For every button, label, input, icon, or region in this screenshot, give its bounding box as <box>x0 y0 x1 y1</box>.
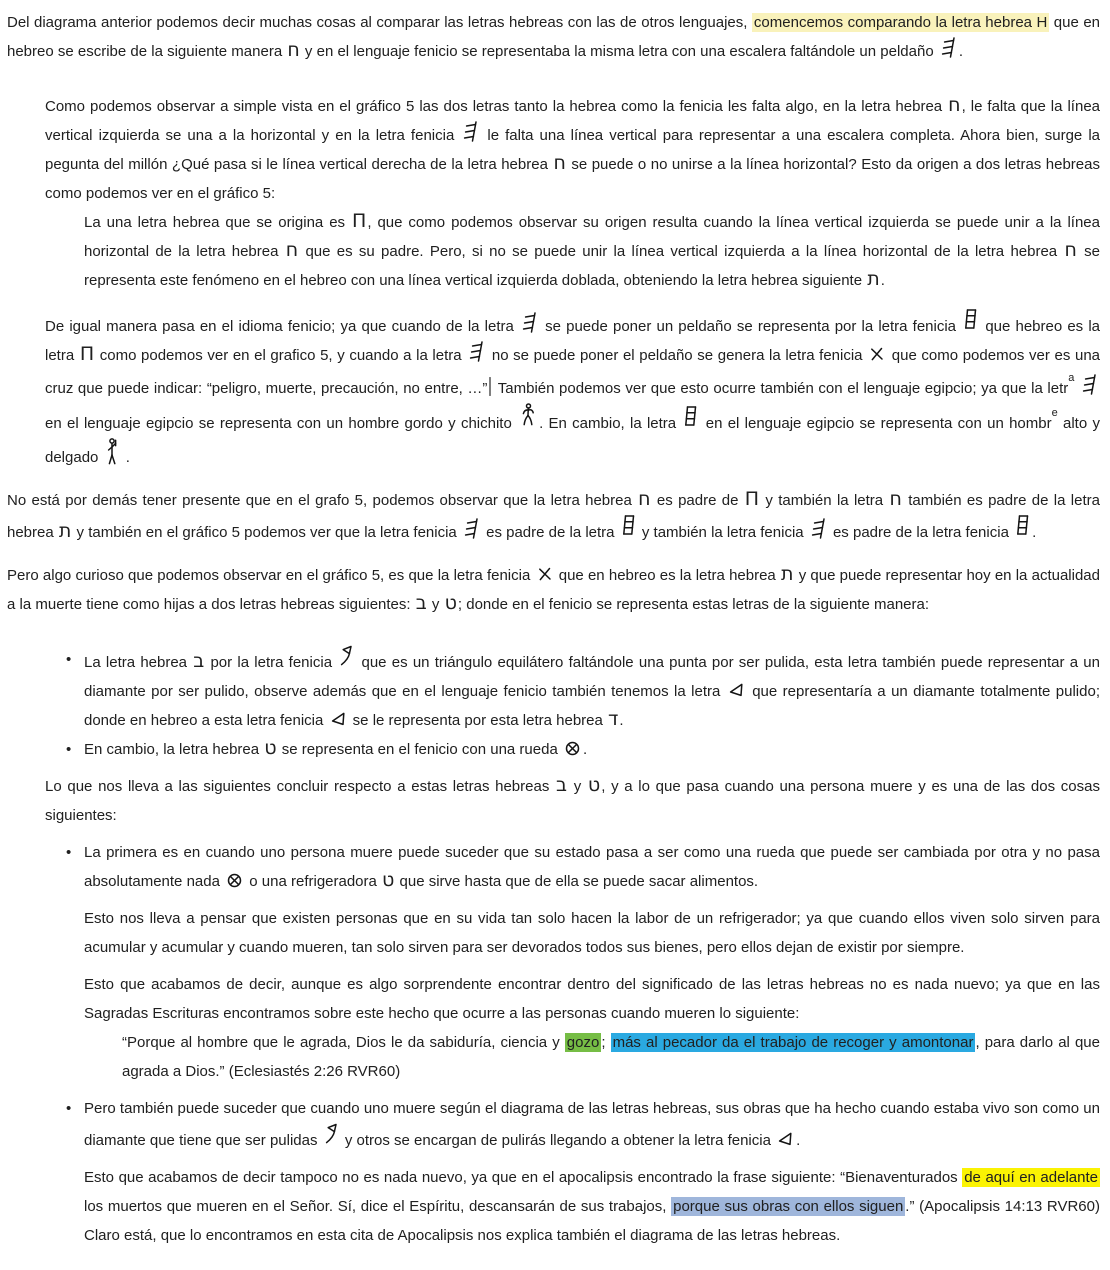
text-run: como podemos ver en el grafico 5, y cuando a la letra <box>95 347 467 364</box>
text-run: También podemos ver que esto ocurre también con el lenguaje egipcio; ya que la letr <box>493 380 1069 397</box>
text-run: los muertos que mueren en el Señor. Sí, dice el Espíritu, descansarán de sus trabajos, <box>84 1198 672 1215</box>
paragraph-cita-eclesiastes <box>122 1028 1100 1086</box>
phoenician-he-icon <box>464 518 479 539</box>
text-run: que sirve hasta que de ella se puede sacar alimentos. <box>395 873 759 890</box>
paragraph-sagradas-escrituras <box>84 970 1100 1028</box>
text-run: alto y delgado <box>45 415 1100 466</box>
phoenician-bet-icon <box>325 1123 338 1144</box>
text-run: y otros se encargan de pulirás llegando a obtener la letra fenicia <box>340 1132 776 1149</box>
paragraph-cita-apocalipsis <box>84 1163 1100 1250</box>
text-run: De igual manera pasa en el idioma fenicio; ya que cuando de la letra <box>45 318 519 335</box>
text-run: y también la letra fenicia <box>637 524 808 541</box>
hebrew-letter: ט <box>444 592 457 614</box>
text-run: Pero algo curioso que podemos observar en el gráfico 5, es que la letra fenicia <box>7 567 535 584</box>
hebrew-letter: Π <box>352 210 367 232</box>
phoenician-he-icon <box>469 341 484 362</box>
text-run: en el lenguaje egipcio se representa con un hombr <box>700 415 1052 432</box>
text-run: . <box>619 712 624 729</box>
paragraph-intro-comparacion <box>7 8 1100 66</box>
highlighted-text: porque sus obras con ellos siguen <box>673 1198 904 1215</box>
paragraph-grafo5-padres <box>7 486 1100 547</box>
text-run <box>1074 380 1079 397</box>
text-run: es padre de la letra <box>481 524 619 541</box>
text-run: , y a lo que pasa cuando una persona muere y es una de las dos cosas siguientes: <box>45 778 1100 824</box>
text-run: Como podemos observar a simple vista en el gráfico 5 las dos letras tanto la hebrea como la fenicia les falta algo, en la letra hebrea <box>45 98 948 115</box>
text-run: Lo que nos lleva a las siguientes concluir respecto a estas letras hebreas <box>45 778 556 795</box>
text-run: Esto que acabamos de decir, aunque es algo sorprendente encontrar dentro del significado de las letras hebreas no es nada nuevo; ya que en las Sagradas Escrituras encontramos sobre este hecho que ocurre a las personas cuando mueren lo siguiente: <box>84 976 1100 1022</box>
text-run: y que puede representar hoy en la actualidad a la muerte tiene como hijas a dos letras hebreas siguientes: <box>7 567 1100 613</box>
phoenician-bet-icon <box>340 645 353 666</box>
highlighted-text: más al pecador da el trabajo de recoger y amontonar <box>612 1034 974 1051</box>
text-run: ; <box>601 1034 611 1051</box>
hebrew-letter: Π <box>744 488 760 510</box>
paragraph-labor-refrigerador <box>84 904 1100 962</box>
text-run: y también la letra <box>760 492 889 509</box>
hebrew-letter: ת <box>58 520 72 542</box>
phoenician-het-icon <box>622 515 635 535</box>
text-caret-icon <box>488 377 492 396</box>
text-run: que en hebreo es la letra hebrea <box>554 567 780 584</box>
text-run: . <box>880 272 885 289</box>
hebrew-letter: ח <box>638 488 651 510</box>
paragraph-letra-fenicia-muerte <box>7 561 1100 619</box>
superscript-text: a <box>1068 372 1075 384</box>
hebrew-letter: ת <box>867 268 880 290</box>
hebrew-letter: ב <box>415 592 427 614</box>
text-run: o una refrigeradora <box>245 873 382 890</box>
phoenician-tet-wheel-icon <box>227 873 242 888</box>
text-run: . <box>796 1132 801 1149</box>
hebrew-letter: ח <box>948 94 961 116</box>
bullet-marker: • <box>66 844 72 861</box>
text-run: se representa este fenómeno en el hebreo con una línea vertical izquierda doblada, obteniendo la letra hebrea siguiente <box>84 243 1101 289</box>
bullet-marker: • <box>66 651 72 668</box>
bullet-marker: • <box>66 1100 72 1117</box>
hebrew-letter: ח <box>287 39 300 61</box>
text-run: le falta una línea vertical para representar a una escalera completa. Ahora bien, surge la pegunta del millón ¿Qué pasa si le línea vertical derecha de la letra hebrea <box>45 127 1101 173</box>
text-run: también es padre de la letra hebrea <box>7 492 1100 541</box>
text-run: se representa en el fenicio con una rueda <box>277 741 562 758</box>
bullet-letra-tet-rueda <box>66 735 1100 764</box>
phoenician-het-icon <box>1016 515 1029 535</box>
text-run: que es su padre. Pero, si no se puede unir la línea vertical izquierda a la línea horizontal de la letra hebrea <box>299 243 1064 260</box>
text-run: , que como podemos observar su origen resulta cuando la línea vertical izquierda se puede unir a la línea horizontal de la letra hebrea <box>84 214 1100 260</box>
hebrew-letter: ח <box>285 239 299 261</box>
phoenician-he-icon <box>941 37 956 58</box>
highlighted-text: gozo <box>566 1034 600 1051</box>
phoenician-he-icon <box>522 312 537 333</box>
text-run: se le representa por esta letra hebrea <box>348 712 608 729</box>
text-run: La primera es en cuando uno persona muere puede suceder que su estado pasa a ser como una rueda que puede ser cambiada por otra y no pasa absolutamente nada <box>84 844 1100 890</box>
text-run: . <box>121 449 130 466</box>
superscript-text: e <box>1051 407 1058 419</box>
text-run: La una letra hebrea que se origina es <box>84 214 352 231</box>
text-run: . En cambio, la letra <box>539 415 682 432</box>
hebrew-letter: ב <box>556 774 568 796</box>
paragraph-grafico5-observacion <box>45 92 1100 208</box>
text-run: y también en el gráfico 5 podemos ver que la letra fenicia <box>72 524 461 541</box>
text-run: que en hebreo se escribe de la siguiente manera <box>7 14 1101 60</box>
paragraph-conclusion-letras <box>45 772 1100 830</box>
document-page <box>7 8 1100 1250</box>
phoenician-het-icon <box>964 309 977 329</box>
text-run: que hebreo es la letra <box>45 318 1101 364</box>
text-run: se puede poner un peldaño se representa por la letra fenicia <box>539 318 962 335</box>
egyptian-tall-man-icon <box>106 438 119 465</box>
text-run: La letra hebrea <box>84 654 193 671</box>
phoenician-dalet-icon <box>778 1132 793 1146</box>
text-run: y <box>568 778 587 795</box>
highlighted-text: de aquí en adelante <box>964 1169 1098 1186</box>
text-run: que es un triángulo equilátero faltándole una punta por ser pulida, esta letra también puede representar a un diamante por ser pulido, observe además que en el lenguaje fenicio también tenemos la letra <box>84 654 1100 700</box>
highlighted-text: comencemos comparando la letra hebrea H <box>753 14 1048 31</box>
hebrew-letter: ט <box>382 869 395 891</box>
hebrew-letter: ח <box>553 152 566 174</box>
text-run: que como podemos ver es una cruz que puede indicar: “peligro, muerte, precaución, no entre, …” <box>45 347 1100 397</box>
text-run: . <box>958 43 964 60</box>
phoenician-het-icon <box>684 406 697 426</box>
phoenician-tet-wheel-icon <box>565 741 580 756</box>
phoenician-he-icon <box>811 518 826 539</box>
text-run: que representaría a un diamante totalmente pulido; donde en hebreo a esta letra fenicia <box>84 683 1100 729</box>
bullet-primera-rueda-refrigeradora <box>66 838 1100 896</box>
phoenician-dalet-icon <box>331 712 346 726</box>
text-run: se puede o no unirse a la línea horizontal? Esto da origen a dos letras hebreas como podemos ver en el gráfico 5: <box>45 156 1100 202</box>
text-run: Del diagrama anterior podemos decir muchas cosas al comparar las letras hebreas con las de otros lenguajes, <box>7 14 752 31</box>
bullet-letra-bet-diamante <box>66 645 1100 735</box>
text-run: y en el lenguaje fenicio se representaba la misma letra con una escalera faltándole un peldaño <box>300 43 938 60</box>
text-run: , para darlo al que agrada a Dios.” (Eclesiastés 2:26 RVR60) <box>122 1034 1100 1080</box>
text-run: no se puede poner el peldaño se genera la letra fenicia <box>487 347 868 364</box>
text-run: ; donde en el fenicio se representa estas letras de la siguiente manera: <box>457 596 930 613</box>
text-run: . <box>1032 524 1037 541</box>
hebrew-letter: ח <box>1064 239 1077 261</box>
hebrew-letter: ד <box>608 708 619 730</box>
phoenician-taw-icon <box>538 567 552 581</box>
text-run: en el lenguaje egipcio se representa con un hombre gordo y chichito <box>45 415 518 432</box>
phoenician-he-icon <box>1082 374 1097 395</box>
text-run: En cambio, la letra hebrea <box>84 741 264 758</box>
text-run: No está por demás tener presente que en el grafo 5, podemos observar que la letra hebrea <box>7 492 638 509</box>
hebrew-letter: Π <box>79 343 95 365</box>
text-run: “Porque al hombre que le agrada, Dios le da sabiduría, ciencia y <box>122 1034 565 1051</box>
hebrew-letter: ח <box>889 488 902 510</box>
text-run: . <box>582 741 588 758</box>
text-run: Pero también puede suceder que cuando uno muere según el diagrama de las letras hebreas, sus obras que ha hecho cuando estaba vivo son como un diamante que tiene que ser pulidas <box>84 1100 1100 1149</box>
text-run: Esto nos lleva a pensar que existen personas que en su vida tan solo hacen la labor de un refrigerador; ya que cuando ellos viven solo sirven para acumular y acumular y cuando mueren, tan solo sirven para ser devorados todos sus bienes, pero ellos dejan de existir por siempre. <box>84 910 1100 956</box>
hebrew-letter: ב <box>193 650 205 672</box>
egyptian-fat-man-icon <box>520 403 536 426</box>
bullet-marker: • <box>66 741 72 758</box>
hebrew-letter: ת <box>780 563 794 585</box>
hebrew-letter: ט <box>587 774 601 796</box>
text-run: , le falta que la línea vertical izquierda se una a la horizontal y en la letra fenicia <box>45 98 1101 144</box>
text-run: Esto que acabamos de decir tampoco no es nada nuevo, ya que en el apocalipsis encontrado la frase siguiente: “Bienaventurados <box>84 1169 963 1186</box>
bullet-obras-diamante-pulido <box>66 1094 1100 1155</box>
phoenician-taw-icon <box>870 347 884 361</box>
phoenician-he-icon <box>463 121 478 142</box>
text-run: es padre de <box>651 492 744 509</box>
text-run: y <box>427 596 444 613</box>
text-run: .” (Apocalipsis 14:13 RVR60) Claro está, que lo encontramos en esta cita de Apocalipsis nos explica también el diagrama de las letras hebreas. <box>84 1198 1100 1244</box>
paragraph-idioma-fenicio-egipcio <box>45 309 1100 472</box>
text-run: por la letra fenicia <box>205 654 338 671</box>
paragraph-letra-hebrea-origen <box>84 208 1100 295</box>
hebrew-letter: ט <box>264 737 277 759</box>
text-run: es padre de la letra fenicia <box>828 524 1014 541</box>
phoenician-dalet-icon <box>729 683 744 697</box>
